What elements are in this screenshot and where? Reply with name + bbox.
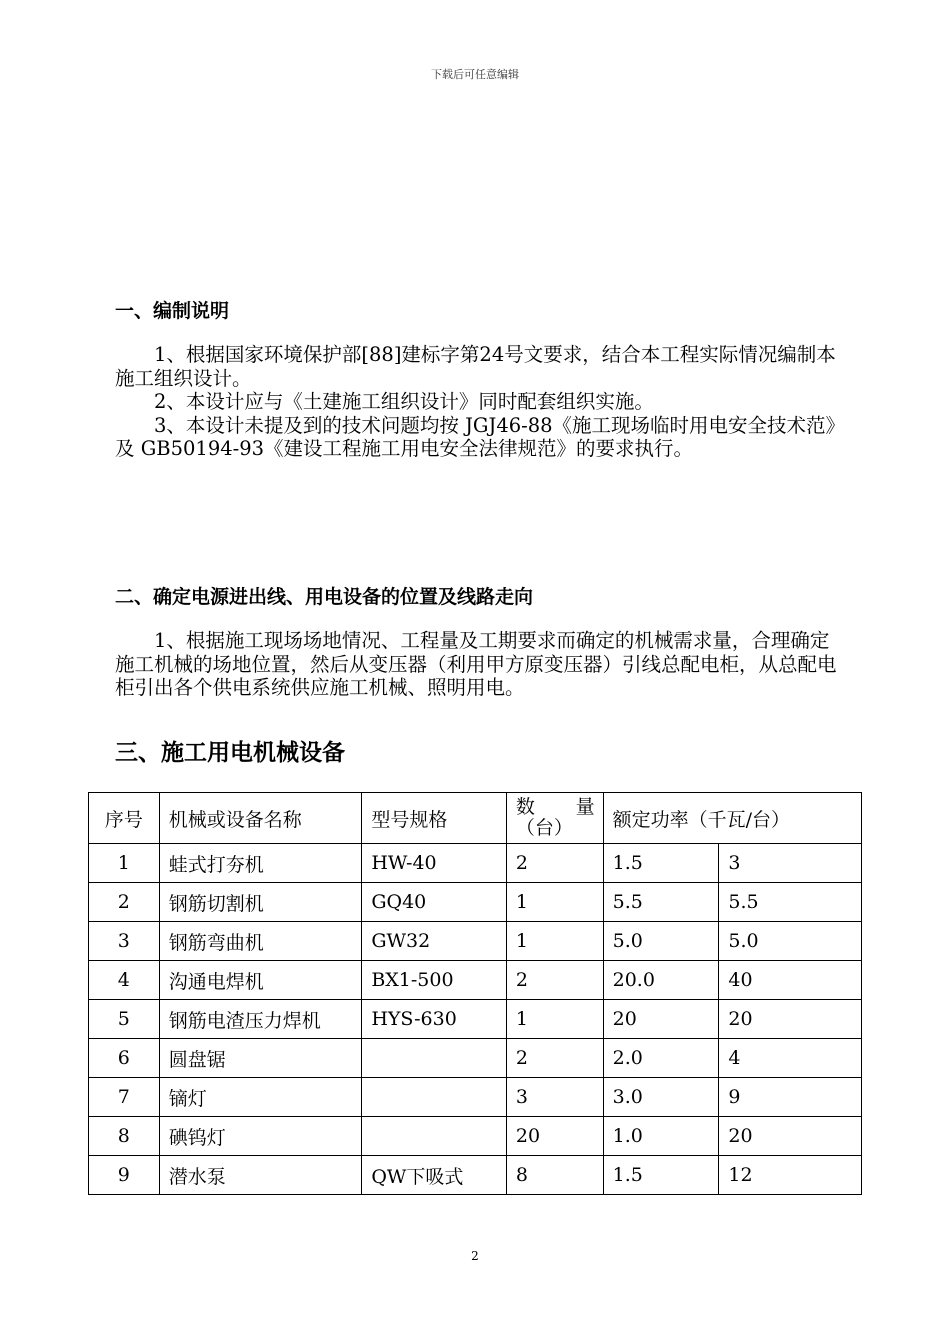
section1-paragraph-2: 2、本设计应与《土建施工组织设计》同时配套组织实施。 bbox=[154, 390, 654, 413]
cell-no: 8 bbox=[89, 1117, 160, 1156]
header-qty-char1: 数 bbox=[515, 796, 535, 818]
table-row bbox=[89, 922, 862, 961]
cell-name: 碘钨灯 bbox=[159, 1117, 362, 1156]
header-model: 型号规格 bbox=[362, 793, 507, 844]
cell-total-power: 20 bbox=[719, 1000, 862, 1039]
cell-unit-power: 5.0 bbox=[603, 922, 719, 961]
table-row bbox=[89, 1039, 862, 1078]
cell-total-power: 40 bbox=[719, 961, 862, 1000]
equipment-table bbox=[88, 792, 862, 1195]
table-row bbox=[89, 1078, 862, 1117]
cell-name: 钢筋弯曲机 bbox=[159, 922, 362, 961]
section1-title: 一、编制说明 bbox=[115, 300, 230, 322]
table-header-row bbox=[89, 793, 862, 844]
section2-title: 二、确定电源进出线、用电设备的位置及线路走向 bbox=[115, 586, 534, 608]
cell-model: HW-40 bbox=[362, 844, 507, 883]
cell-name: 镝灯 bbox=[159, 1078, 362, 1117]
cell-qty: 3 bbox=[506, 1078, 603, 1117]
table-row bbox=[89, 1156, 862, 1195]
cell-total-power: 20 bbox=[719, 1117, 862, 1156]
section2-paragraph-1: 1、根据施工现场场地情况、工程量及工期要求而确定的机械需求量，合理确定施工机械的场地位置，然后从变压器（利用甲方原变压器）引线总配电柜，从总配电柜引出各个供电系统供应施工机械、照明用电。 bbox=[115, 629, 837, 699]
cell-qty: 1 bbox=[506, 1000, 603, 1039]
cell-total-power: 5.5 bbox=[719, 883, 862, 922]
cell-unit-power: 1.5 bbox=[603, 1156, 719, 1195]
table-row bbox=[89, 844, 862, 883]
section3-title: 三、施工用电机械设备 bbox=[115, 740, 345, 766]
cell-no: 6 bbox=[89, 1039, 160, 1078]
cell-no: 4 bbox=[89, 961, 160, 1000]
cell-model bbox=[362, 1039, 507, 1078]
section1-body bbox=[115, 343, 837, 461]
header-qty bbox=[506, 793, 603, 844]
cell-model: GW32 bbox=[362, 922, 507, 961]
cell-qty: 2 bbox=[506, 844, 603, 883]
page-header: 下载后可任意编辑 bbox=[431, 68, 519, 81]
cell-total-power: 9 bbox=[719, 1078, 862, 1117]
cell-model: HYS-630 bbox=[362, 1000, 507, 1039]
header-power: 额定功率（千瓦/台） bbox=[603, 793, 861, 844]
section2-body bbox=[115, 629, 837, 700]
table-row bbox=[89, 1117, 862, 1156]
table-row bbox=[89, 883, 862, 922]
header-qty-unit: （台） bbox=[515, 817, 573, 839]
header-qty-char2: 量 bbox=[575, 796, 595, 818]
cell-unit-power: 2.0 bbox=[603, 1039, 719, 1078]
cell-model bbox=[362, 1078, 507, 1117]
cell-name: 钢筋切割机 bbox=[159, 883, 362, 922]
cell-qty: 2 bbox=[506, 1039, 603, 1078]
cell-total-power: 12 bbox=[719, 1156, 862, 1195]
cell-no: 2 bbox=[89, 883, 160, 922]
cell-unit-power: 20 bbox=[603, 1000, 719, 1039]
cell-name: 钢筋电渣压力焊机 bbox=[159, 1000, 362, 1039]
cell-qty: 1 bbox=[506, 883, 603, 922]
cell-unit-power: 5.5 bbox=[603, 883, 719, 922]
cell-model: GQ40 bbox=[362, 883, 507, 922]
cell-unit-power: 1.0 bbox=[603, 1117, 719, 1156]
cell-total-power: 3 bbox=[719, 844, 862, 883]
cell-no: 3 bbox=[89, 922, 160, 961]
cell-model bbox=[362, 1117, 507, 1156]
cell-qty: 2 bbox=[506, 961, 603, 1000]
page-number: 2 bbox=[471, 1249, 479, 1263]
cell-unit-power: 20.0 bbox=[603, 961, 719, 1000]
cell-name: 潜水泵 bbox=[159, 1156, 362, 1195]
cell-qty: 1 bbox=[506, 922, 603, 961]
section1-paragraph-1: 1、根据国家环境保护部[88]建标字第24号文要求，结合本工程实际情况编制本施工组织设计。 bbox=[115, 343, 836, 390]
cell-name: 蛙式打夯机 bbox=[159, 844, 362, 883]
section1-paragraph-3: 3、本设计未提及到的技术问题均按 JGJ46-88《施工现场临时用电安全技术范》及 GB50194-93《建设工程施工用电安全法律规范》的要求执行。 bbox=[115, 413, 836, 460]
header-no: 序号 bbox=[89, 793, 160, 844]
table-row bbox=[89, 1000, 862, 1039]
cell-model: QW下吸式 bbox=[362, 1156, 507, 1195]
cell-total-power: 4 bbox=[719, 1039, 862, 1078]
cell-unit-power: 1.5 bbox=[603, 844, 719, 883]
cell-qty: 8 bbox=[506, 1156, 603, 1195]
cell-total-power: 5.0 bbox=[719, 922, 862, 961]
table-row bbox=[89, 961, 862, 1000]
cell-name: 圆盘锯 bbox=[159, 1039, 362, 1078]
cell-unit-power: 3.0 bbox=[603, 1078, 719, 1117]
cell-no: 1 bbox=[89, 844, 160, 883]
cell-no: 9 bbox=[89, 1156, 160, 1195]
cell-name: 沟通电焊机 bbox=[159, 961, 362, 1000]
cell-no: 5 bbox=[89, 1000, 160, 1039]
cell-model: BX1-500 bbox=[362, 961, 507, 1000]
cell-no: 7 bbox=[89, 1078, 160, 1117]
cell-qty: 20 bbox=[506, 1117, 603, 1156]
header-name: 机械或设备名称 bbox=[159, 793, 362, 844]
